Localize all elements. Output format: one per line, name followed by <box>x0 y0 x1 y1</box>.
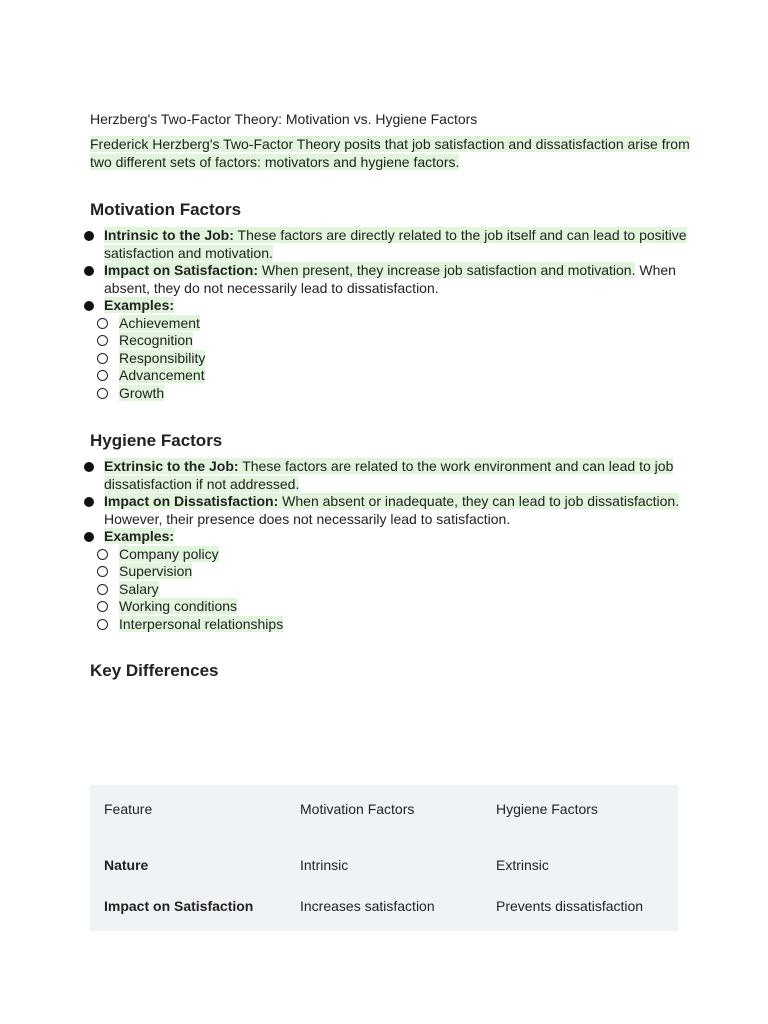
table-cell: Prevents dissatisfaction <box>496 898 644 914</box>
list-item: Growth <box>104 385 692 403</box>
hygiene-list <box>82 458 692 633</box>
key-differences-table <box>90 785 678 931</box>
impact-satisfaction-description: When present, they increase job satisfaction and motivation. <box>261 262 636 278</box>
impact-dissatisfaction-rest: However, their presence does not necessarily lead to satisfaction. <box>104 510 511 527</box>
intro-text: Frederick Herzberg's Two-Factor Theory posits that job satisfaction and dissatisfaction arise from two different sets of factors: motivators and hygiene factors. <box>90 136 690 170</box>
motivation-examples-item <box>82 297 692 402</box>
motivation-impact-highlight <box>104 262 635 278</box>
table-header-hygiene: Hygiene Factors <box>496 801 598 817</box>
table-cell-row-label: Impact on Satisfaction <box>104 898 254 914</box>
extrinsic-label: Extrinsic to the Job: <box>104 458 239 474</box>
hollow-circle-bullet-icon <box>97 353 108 364</box>
table-cell-row-label: Nature <box>104 857 149 873</box>
table-cell: Intrinsic <box>300 857 349 873</box>
hygiene-extrinsic-item <box>82 458 692 493</box>
extrinsic-description: These factors are related to the work environment and can lead to job dissatisfaction if not addressed. <box>104 458 674 492</box>
hollow-circle-bullet-icon <box>97 584 108 595</box>
impact-dissatisfaction-description: When absent or inadequate, they can lead to job dissatisfaction. <box>282 493 680 509</box>
motivation-examples-list <box>104 315 692 403</box>
hollow-circle-bullet-icon <box>97 388 108 399</box>
hygiene-examples-list <box>104 546 692 634</box>
motivation-impact-item <box>82 262 692 297</box>
list-item: Working conditions <box>104 598 692 616</box>
hygiene-impact-item <box>82 493 692 528</box>
hygiene-heading: Hygiene Factors <box>90 431 223 450</box>
list-item: Recognition <box>104 332 692 350</box>
examples-label: Examples: <box>104 528 175 544</box>
list-item: Supervision <box>104 563 692 581</box>
list-item: Company policy <box>104 546 692 564</box>
bullet-dot-icon <box>84 497 94 507</box>
hygiene-examples-item <box>82 528 692 633</box>
list-item: Interpersonal relationships <box>104 616 692 634</box>
impact-dissatisfaction-label: Impact on Dissatisfaction: <box>104 493 279 509</box>
bullet-dot-icon <box>84 231 94 241</box>
intrinsic-label: Intrinsic to the Job: <box>104 227 234 243</box>
bullet-dot-icon <box>84 266 94 276</box>
motivation-list <box>82 227 692 402</box>
hygiene-impact-highlight <box>104 493 679 509</box>
hollow-circle-bullet-icon <box>97 335 108 346</box>
hollow-circle-bullet-icon <box>97 619 108 630</box>
table-cell: Extrinsic <box>496 857 549 873</box>
list-item: Advancement <box>104 367 692 385</box>
intrinsic-description: These factors are directly related to the job itself and can lead to positive satisfaction and motivation. <box>104 227 687 261</box>
table-header-feature: Feature <box>104 801 153 817</box>
table-cell: Increases satisfaction <box>300 898 435 914</box>
impact-satisfaction-rest: When absent, they do not necessarily lead to dissatisfaction. <box>104 262 676 296</box>
motivation-intrinsic-item <box>82 227 692 262</box>
hollow-circle-bullet-icon <box>97 370 108 381</box>
intro-paragraph <box>90 136 690 171</box>
list-item: Achievement <box>104 315 692 333</box>
hollow-circle-bullet-icon <box>97 549 108 560</box>
hygiene-extrinsic-text <box>104 458 673 492</box>
hollow-circle-bullet-icon <box>97 601 108 612</box>
table-header-motivation: Motivation Factors <box>300 801 415 817</box>
bullet-dot-icon <box>84 532 94 542</box>
hollow-circle-bullet-icon <box>97 566 108 577</box>
bullet-dot-icon <box>84 462 94 472</box>
list-item: Responsibility <box>104 350 692 368</box>
key-differences-heading: Key Differences <box>90 661 219 680</box>
list-item: Salary <box>104 581 692 599</box>
motivation-intrinsic-text <box>104 227 687 261</box>
hollow-circle-bullet-icon <box>97 318 108 329</box>
page-title: Herzberg's Two-Factor Theory: Motivation vs. Hygiene Factors <box>90 111 478 127</box>
impact-satisfaction-label: Impact on Satisfaction: <box>104 262 259 278</box>
examples-label: Examples: <box>104 297 175 313</box>
motivation-heading: Motivation Factors <box>90 200 242 219</box>
bullet-dot-icon <box>84 301 94 311</box>
